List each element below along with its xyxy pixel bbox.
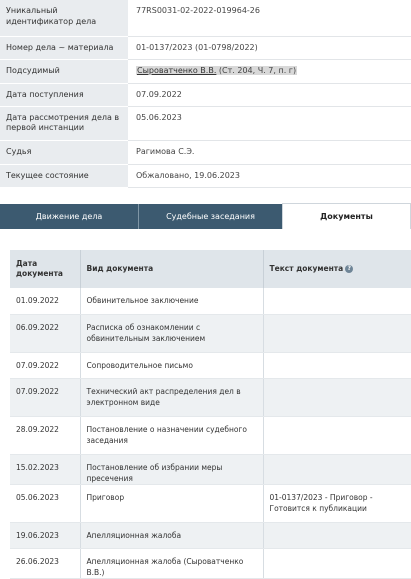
doc-text <box>263 378 411 416</box>
info-value: Рагимова С.Э. <box>128 140 411 164</box>
table-row <box>10 352 411 378</box>
info-label: Дата рассмотрения дела в первой инстанции <box>0 106 128 140</box>
tab-documents[interactable]: Документы <box>282 203 411 229</box>
column-header-text <box>263 250 411 288</box>
doc-text: 01-0137/2023 - Приговор - Готовится к публикации <box>263 484 411 522</box>
info-row-review-date <box>0 106 411 140</box>
doc-type: Обвинительное заключение <box>80 288 263 314</box>
tab-case-movement[interactable]: Движение дела <box>0 204 139 229</box>
help-icon[interactable]: ? <box>345 265 353 273</box>
info-label: Текущее состояние <box>0 164 128 187</box>
doc-text <box>263 352 411 378</box>
info-value: 01-0137/2023 (01-0798/2022) <box>128 36 411 59</box>
defendant-link[interactable]: Сыроватченко В.В. <box>137 65 217 75</box>
info-row-uid <box>0 0 411 36</box>
doc-text <box>263 314 411 352</box>
doc-type: Постановление о назначении судебного заседания <box>80 416 263 454</box>
info-row-case-number <box>0 36 411 59</box>
column-header-text-label: Текст документа <box>269 264 344 273</box>
table-row <box>10 314 411 352</box>
table-row <box>10 378 411 416</box>
doc-date: 05.06.2023 <box>10 484 80 522</box>
doc-text <box>263 416 411 454</box>
info-value <box>128 59 411 83</box>
doc-type: Сопроводительное письмо <box>80 352 263 378</box>
info-value: Обжаловано, 19.06.2023 <box>128 164 411 187</box>
doc-type: Апелляционная жалоба (Сыроватченко В.В.) <box>80 548 263 578</box>
table-row <box>10 548 411 578</box>
table-row <box>10 416 411 454</box>
doc-type: Апелляционная жалоба <box>80 522 263 548</box>
doc-date: 26.06.2023 <box>10 548 80 578</box>
case-tabs <box>0 204 411 229</box>
doc-date: 07.09.2022 <box>10 378 80 416</box>
tab-court-sessions[interactable]: Судебные заседания <box>139 204 282 229</box>
table-row <box>10 484 411 522</box>
info-row-received-date <box>0 83 411 106</box>
doc-text <box>263 454 411 484</box>
doc-type: Приговор <box>80 484 263 522</box>
info-value: 77RS0031-02-2022-019964-26 <box>128 0 411 36</box>
info-label: Подсудимый <box>0 59 128 83</box>
doc-type: Постановление об избрании меры пресечения <box>80 454 263 484</box>
info-value: 05.06.2023 <box>128 106 411 140</box>
column-header-type: Вид документа <box>80 250 263 288</box>
doc-type: Расписка об ознакомлении с обвинительным заключением <box>80 314 263 352</box>
doc-date: 19.06.2023 <box>10 522 80 548</box>
table-row <box>10 522 411 548</box>
case-info-table <box>0 0 411 188</box>
table-row <box>10 454 411 484</box>
doc-date: 07.09.2022 <box>10 352 80 378</box>
info-label: Дата поступления <box>0 83 128 106</box>
info-row-status <box>0 164 411 187</box>
doc-date: 06.09.2022 <box>10 314 80 352</box>
doc-text <box>263 548 411 578</box>
table-row <box>10 288 411 314</box>
doc-type: Технический акт распределения дел в электронном виде <box>80 378 263 416</box>
doc-date: 01.09.2022 <box>10 288 80 314</box>
info-value: 07.09.2022 <box>128 83 411 106</box>
doc-text <box>263 288 411 314</box>
documents-table <box>10 250 411 579</box>
documents-header-row <box>10 250 411 288</box>
doc-text <box>263 522 411 548</box>
info-label: Уникальный идентификатор дела <box>0 0 128 36</box>
info-row-defendant <box>0 59 411 83</box>
column-header-date: Дата документа <box>10 250 80 288</box>
doc-date: 28.09.2022 <box>10 416 80 454</box>
defendant-charge: (Ст. 204, Ч. 7, п. г) <box>218 65 297 75</box>
info-label: Номер дела ~ материала <box>0 36 128 59</box>
doc-date: 15.02.2023 <box>10 454 80 484</box>
info-row-judge <box>0 140 411 164</box>
info-label: Судья <box>0 140 128 164</box>
